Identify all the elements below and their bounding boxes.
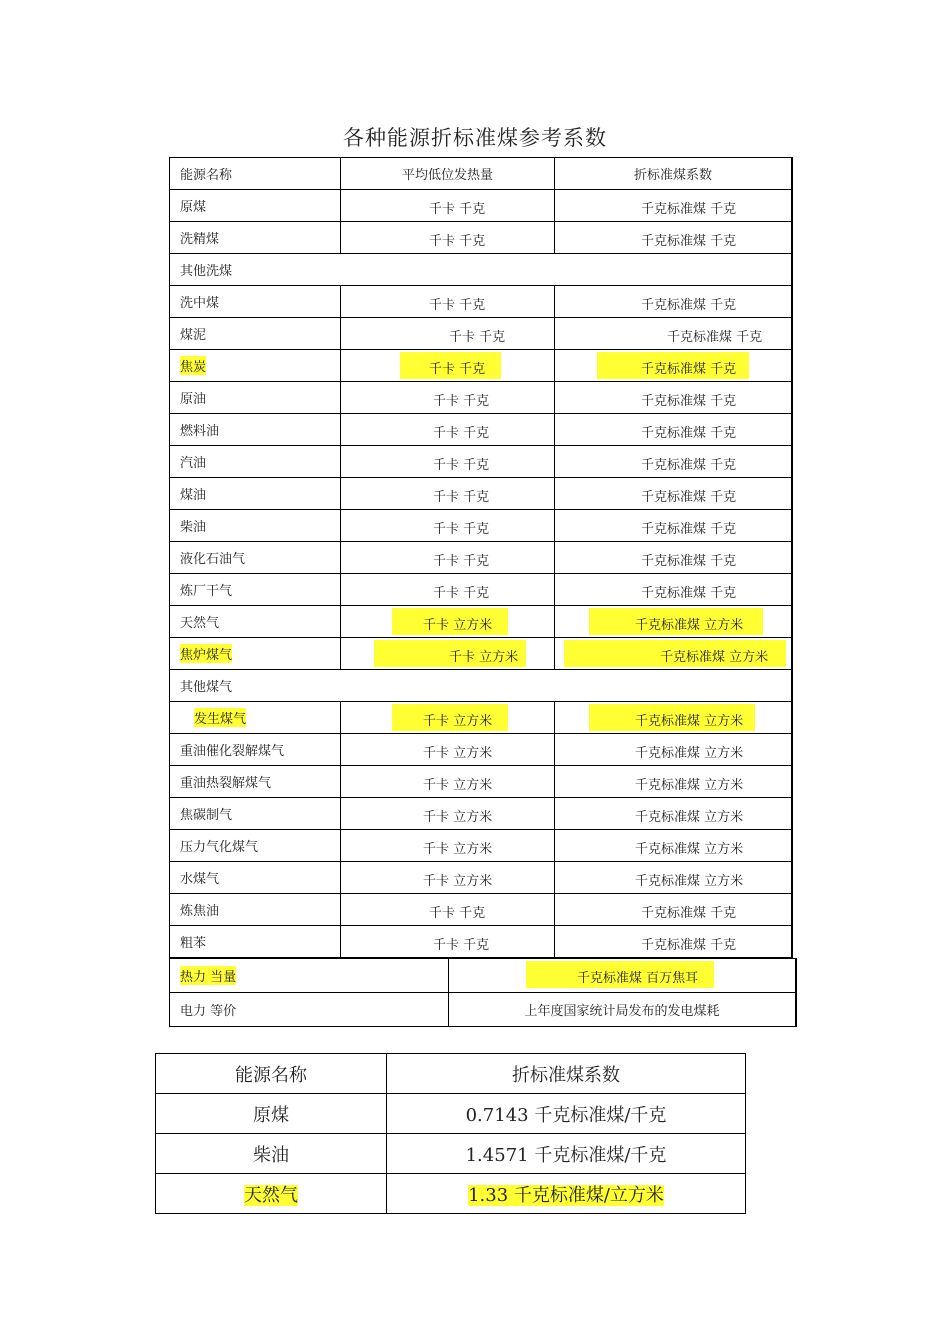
- coefficient-unit: 千克标准煤 千克: [641, 394, 737, 409]
- table-row: [170, 414, 793, 446]
- heat-value: 千卡 千克: [429, 298, 486, 313]
- coefficient-unit: 千克标准煤 立方米: [635, 778, 744, 793]
- heat-value: 千卡 千克: [433, 586, 490, 601]
- energy-name: 天然气: [170, 606, 341, 638]
- coefficient-unit: 千克标准煤 千克: [641, 938, 737, 953]
- heat-value: 千卡 千克: [433, 394, 490, 409]
- energy-name: 炼焦油: [170, 894, 341, 926]
- coefficient-unit: 千克标准煤 立方米: [635, 810, 744, 825]
- heat-value: 千卡 千克: [433, 522, 490, 537]
- heat-value: 千卡 千克: [433, 490, 490, 505]
- heat-value: 千卡 立方米: [423, 714, 493, 729]
- energy-name: 焦炉煤气: [180, 644, 232, 663]
- summary-table: [155, 1053, 746, 1214]
- coefficient-unit: 上年度国家统计局发布的发电煤耗: [449, 993, 797, 1027]
- page-title: 各种能源折标准煤参考系数: [343, 126, 607, 150]
- coefficient-value: 1.4571 千克标准煤/千克: [387, 1134, 746, 1174]
- header-coefficient: 折标准煤系数: [555, 158, 793, 190]
- coefficient-unit: 千克标准煤 千克: [641, 362, 737, 377]
- heat-value: 千卡 立方米: [423, 874, 493, 889]
- energy-name: 原煤: [170, 190, 341, 222]
- header-energy-name: 能源名称: [170, 158, 341, 190]
- heat-value: 千卡 千克: [429, 906, 486, 921]
- table-row: [170, 478, 793, 510]
- table-row: [170, 574, 793, 606]
- energy-coefficient-table: [169, 157, 793, 958]
- heat-value: 千卡 千克: [449, 330, 506, 345]
- heat-value: 千卡 千克: [433, 938, 490, 953]
- heat-value: 千卡 立方米: [423, 810, 493, 825]
- energy-name: 柴油: [156, 1134, 387, 1174]
- heat-value: 千卡 千克: [433, 458, 490, 473]
- table-row: [170, 862, 793, 894]
- coefficient-unit: 千克标准煤 百万焦耳: [577, 971, 699, 986]
- energy-group-label: 其他洗煤: [170, 254, 793, 286]
- energy-name: 煤泥: [170, 318, 341, 350]
- heat-value: 千卡 立方米: [423, 746, 493, 761]
- coefficient-unit: 千克标准煤 千克: [641, 426, 737, 441]
- table-header-row: [170, 158, 793, 190]
- energy-name: 粗苯: [170, 926, 341, 958]
- table-row: [170, 926, 793, 958]
- heat-value: 千卡 千克: [429, 362, 486, 377]
- coefficient-unit: 千克标准煤 千克: [641, 586, 737, 601]
- heat-value: 千卡 立方米: [423, 842, 493, 857]
- heat-value: 千卡 千克: [429, 202, 486, 217]
- energy-name: 发生煤气: [194, 708, 246, 727]
- table-row: [170, 766, 793, 798]
- table-row: [170, 894, 793, 926]
- table-row: [156, 1134, 746, 1174]
- energy-name: 燃料油: [170, 414, 341, 446]
- energy-name: 重油催化裂解煤气: [170, 734, 341, 766]
- coefficient-unit: 千克标准煤 立方米: [635, 714, 744, 729]
- energy-name: 水煤气: [170, 862, 341, 894]
- energy-name: 液化石油气: [170, 542, 341, 574]
- coefficient-unit: 千克标准煤 立方米: [635, 618, 744, 633]
- table-row: [170, 606, 793, 638]
- coefficient-unit: 千克标准煤 立方米: [635, 746, 744, 761]
- heat-value: 千卡 立方米: [449, 650, 519, 665]
- table-header-row: [156, 1054, 746, 1094]
- header-energy-name: 能源名称: [156, 1054, 387, 1094]
- coefficient-unit: 千克标准煤 千克: [667, 330, 763, 345]
- table-row: [170, 702, 793, 734]
- heat-value: 千卡 千克: [433, 426, 490, 441]
- table-row: [170, 734, 793, 766]
- table-row: [170, 510, 793, 542]
- energy-name: 原煤: [156, 1094, 387, 1134]
- table-row: [170, 318, 793, 350]
- coefficient-value: 1.33 千克标准煤/立方米: [468, 1184, 664, 1206]
- table-row: [170, 254, 793, 286]
- energy-coefficient-table-footer: [169, 958, 797, 1027]
- coefficient-unit: 千克标准煤 千克: [641, 202, 737, 217]
- heat-value: 千卡 千克: [433, 554, 490, 569]
- energy-name: 炼厂干气: [170, 574, 341, 606]
- coefficient-unit: 千克标准煤 千克: [641, 458, 737, 473]
- table-row: [170, 222, 793, 254]
- table-row: [170, 350, 793, 382]
- table-row: [170, 190, 793, 222]
- table-row: [170, 830, 793, 862]
- energy-name: 焦碳制气: [170, 798, 341, 830]
- table-row: [170, 670, 793, 702]
- energy-name: 热力 当量: [180, 966, 236, 985]
- coefficient-unit: 千克标准煤 千克: [641, 906, 737, 921]
- energy-name: 天然气: [244, 1184, 298, 1206]
- energy-group-label: 其他煤气: [170, 670, 793, 702]
- table-row: [170, 993, 797, 1027]
- energy-name: 电力 等价: [170, 993, 449, 1027]
- heat-value: 千卡 立方米: [423, 778, 493, 793]
- coefficient-unit: 千克标准煤 千克: [641, 298, 737, 313]
- energy-name: 压力气化煤气: [170, 830, 341, 862]
- energy-name: 煤油: [170, 478, 341, 510]
- energy-name: 柴油: [170, 510, 341, 542]
- coefficient-value: 0.7143 千克标准煤/千克: [387, 1094, 746, 1134]
- table-row: [170, 638, 793, 670]
- energy-name: 重油热裂解煤气: [170, 766, 341, 798]
- coefficient-unit: 千克标准煤 千克: [641, 490, 737, 505]
- table-row: [170, 542, 793, 574]
- heat-value: 千卡 立方米: [423, 618, 493, 633]
- table-row: [170, 798, 793, 830]
- table-row: [156, 1174, 746, 1214]
- header-coefficient: 折标准煤系数: [387, 1054, 746, 1094]
- coefficient-unit: 千克标准煤 千克: [641, 554, 737, 569]
- header-heat-value: 平均低位发热量: [341, 158, 555, 190]
- table-row: [170, 286, 793, 318]
- heat-value: 千卡 千克: [429, 234, 486, 249]
- table-row: [170, 382, 793, 414]
- table-row: [156, 1094, 746, 1134]
- coefficient-unit: 千克标准煤 千克: [641, 234, 737, 249]
- coefficient-unit: 千克标准煤 立方米: [635, 842, 744, 857]
- energy-name: 焦炭: [180, 356, 206, 375]
- coefficient-unit: 千克标准煤 千克: [641, 522, 737, 537]
- coefficient-unit: 千克标准煤 立方米: [635, 874, 744, 889]
- energy-name: 洗中煤: [170, 286, 341, 318]
- coefficient-unit: 千克标准煤 立方米: [660, 650, 769, 665]
- energy-name: 原油: [170, 382, 341, 414]
- table-row: [170, 446, 793, 478]
- energy-name: 汽油: [170, 446, 341, 478]
- table-row: [170, 959, 797, 993]
- energy-name: 洗精煤: [170, 222, 341, 254]
